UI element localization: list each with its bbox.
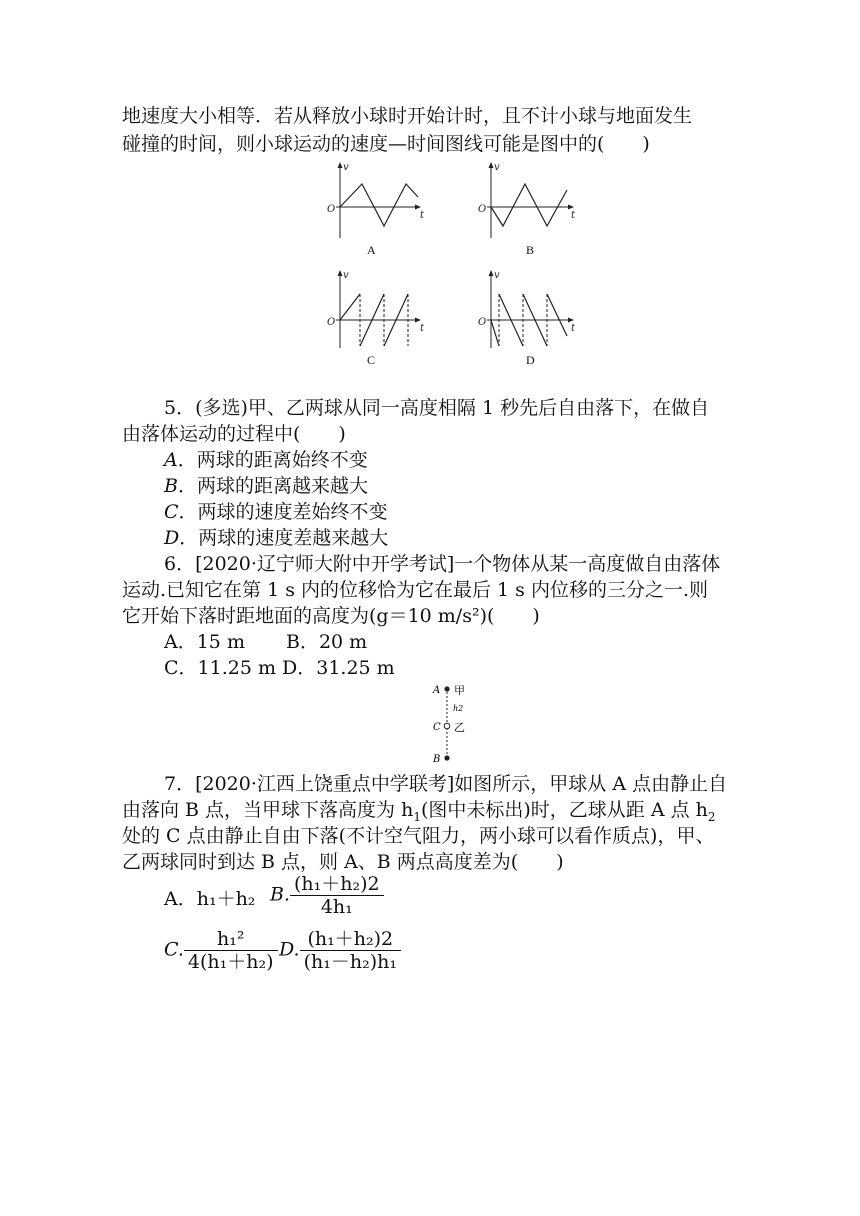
graph-a bbox=[322, 160, 432, 240]
graph-a-v-label: v bbox=[343, 162, 349, 173]
q7-option-b: B. $\frac{\text{(h₁＋h₂)2}}{\text{4h₁}}$ bbox=[270, 873, 384, 918]
graph-c-v-label: v bbox=[343, 270, 349, 281]
q7-fig-label-c: C bbox=[433, 722, 441, 733]
q7-fig-label-jia: 甲 bbox=[454, 684, 465, 697]
q5-option-c: C．两球的速度差始终不变 bbox=[164, 501, 388, 523]
q4-line-2: 碰撞的时间，则小球运动的速度—时间图线可能是图中的( ) bbox=[122, 133, 650, 155]
q6-option-c: C．11.25 m bbox=[164, 657, 276, 679]
q7-option-d: D. $\frac{\text{(h₁＋h₂)2}}{\text{(h₁－h₂)h₁}}$ bbox=[279, 928, 401, 973]
graph-a-caption: A bbox=[367, 243, 376, 257]
q7-line-4: 乙两球同时到达 B 点，则 A、B 两点高度差为( ) bbox=[122, 851, 564, 873]
q7-option-a: A．h₁＋h₂ bbox=[164, 888, 256, 910]
q7-fig-label-h2: h2 bbox=[453, 704, 464, 713]
q4-line-1: 地速度大小相等．若从释放小球时开始计时，且不计小球与地面发生 bbox=[122, 105, 693, 127]
q7-line-3: 处的 C 点由静止自由下落(不计空气阻力，两小球可以看作质点)，甲、 bbox=[122, 825, 715, 847]
q5-option-d: D．两球的速度差越来越大 bbox=[164, 527, 389, 549]
q7-fig-label-b: B bbox=[433, 754, 441, 765]
graph-c bbox=[322, 268, 432, 348]
q6-option-a: A．15 m bbox=[164, 631, 245, 653]
graph-a-origin-label: O bbox=[327, 204, 336, 215]
q6-line-1: 6．[2020·辽宁师大附中开学考试]一个物体从某一高度做自由落体 bbox=[164, 553, 721, 575]
q6-option-b: B．20 m bbox=[286, 631, 368, 653]
graph-d bbox=[477, 268, 587, 348]
graph-c-t-label: t bbox=[420, 323, 425, 334]
graph-d-t-label: t bbox=[571, 323, 576, 334]
graph-b-caption: B bbox=[526, 243, 535, 257]
graph-b-origin-label: O bbox=[478, 204, 487, 215]
q6-line-3: 它开始下落时距地面的高度为(g＝10 m/s²)( ) bbox=[122, 605, 540, 627]
q7-line-2: 由落向 B 点，当甲球下落高度为 $h_1$(图中未标出)时，乙球从距 A 点 $h_2$ bbox=[122, 799, 716, 824]
q5-option-a: A．两球的距离始终不变 bbox=[164, 449, 368, 471]
graph-b bbox=[477, 160, 587, 240]
q7-option-c: C. $\frac{\text{h₁²}}{\text{4(h₁＋h₂)}}$ bbox=[164, 928, 278, 973]
graph-d-caption: D bbox=[526, 353, 535, 367]
q5-line-2: 由落体运动的过程中( ) bbox=[122, 423, 346, 445]
q6-option-d: D．31.25 m bbox=[282, 657, 395, 679]
q7-fig-label-yi: 乙 bbox=[454, 721, 465, 734]
graph-b-v-label: v bbox=[494, 162, 500, 173]
q6-line-2: 运动.已知它在第 1 s 内的位移恰为它在最后 1 s 内位移的三分之一.则 bbox=[122, 579, 708, 601]
q7-figure bbox=[425, 682, 485, 764]
graph-d-origin-label: O bbox=[478, 317, 487, 328]
graph-d-v-label: v bbox=[494, 270, 500, 281]
q5-line-1: 5．(多选)甲、乙两球从同一高度相隔 1 秒先后自由落下，在做自 bbox=[164, 397, 710, 419]
q7-fig-label-a: A bbox=[433, 685, 441, 696]
q5-option-b: B．两球的距离越来越大 bbox=[164, 475, 368, 497]
q7-line-1: 7．[2020·江西上饶重点中学联考]如图所示，甲球从 A 点由静止自 bbox=[164, 773, 728, 795]
graph-c-origin-label: O bbox=[327, 317, 336, 328]
graph-b-t-label: t bbox=[571, 210, 576, 221]
graph-a-t-label: t bbox=[420, 210, 425, 221]
graph-c-caption: C bbox=[367, 353, 376, 367]
